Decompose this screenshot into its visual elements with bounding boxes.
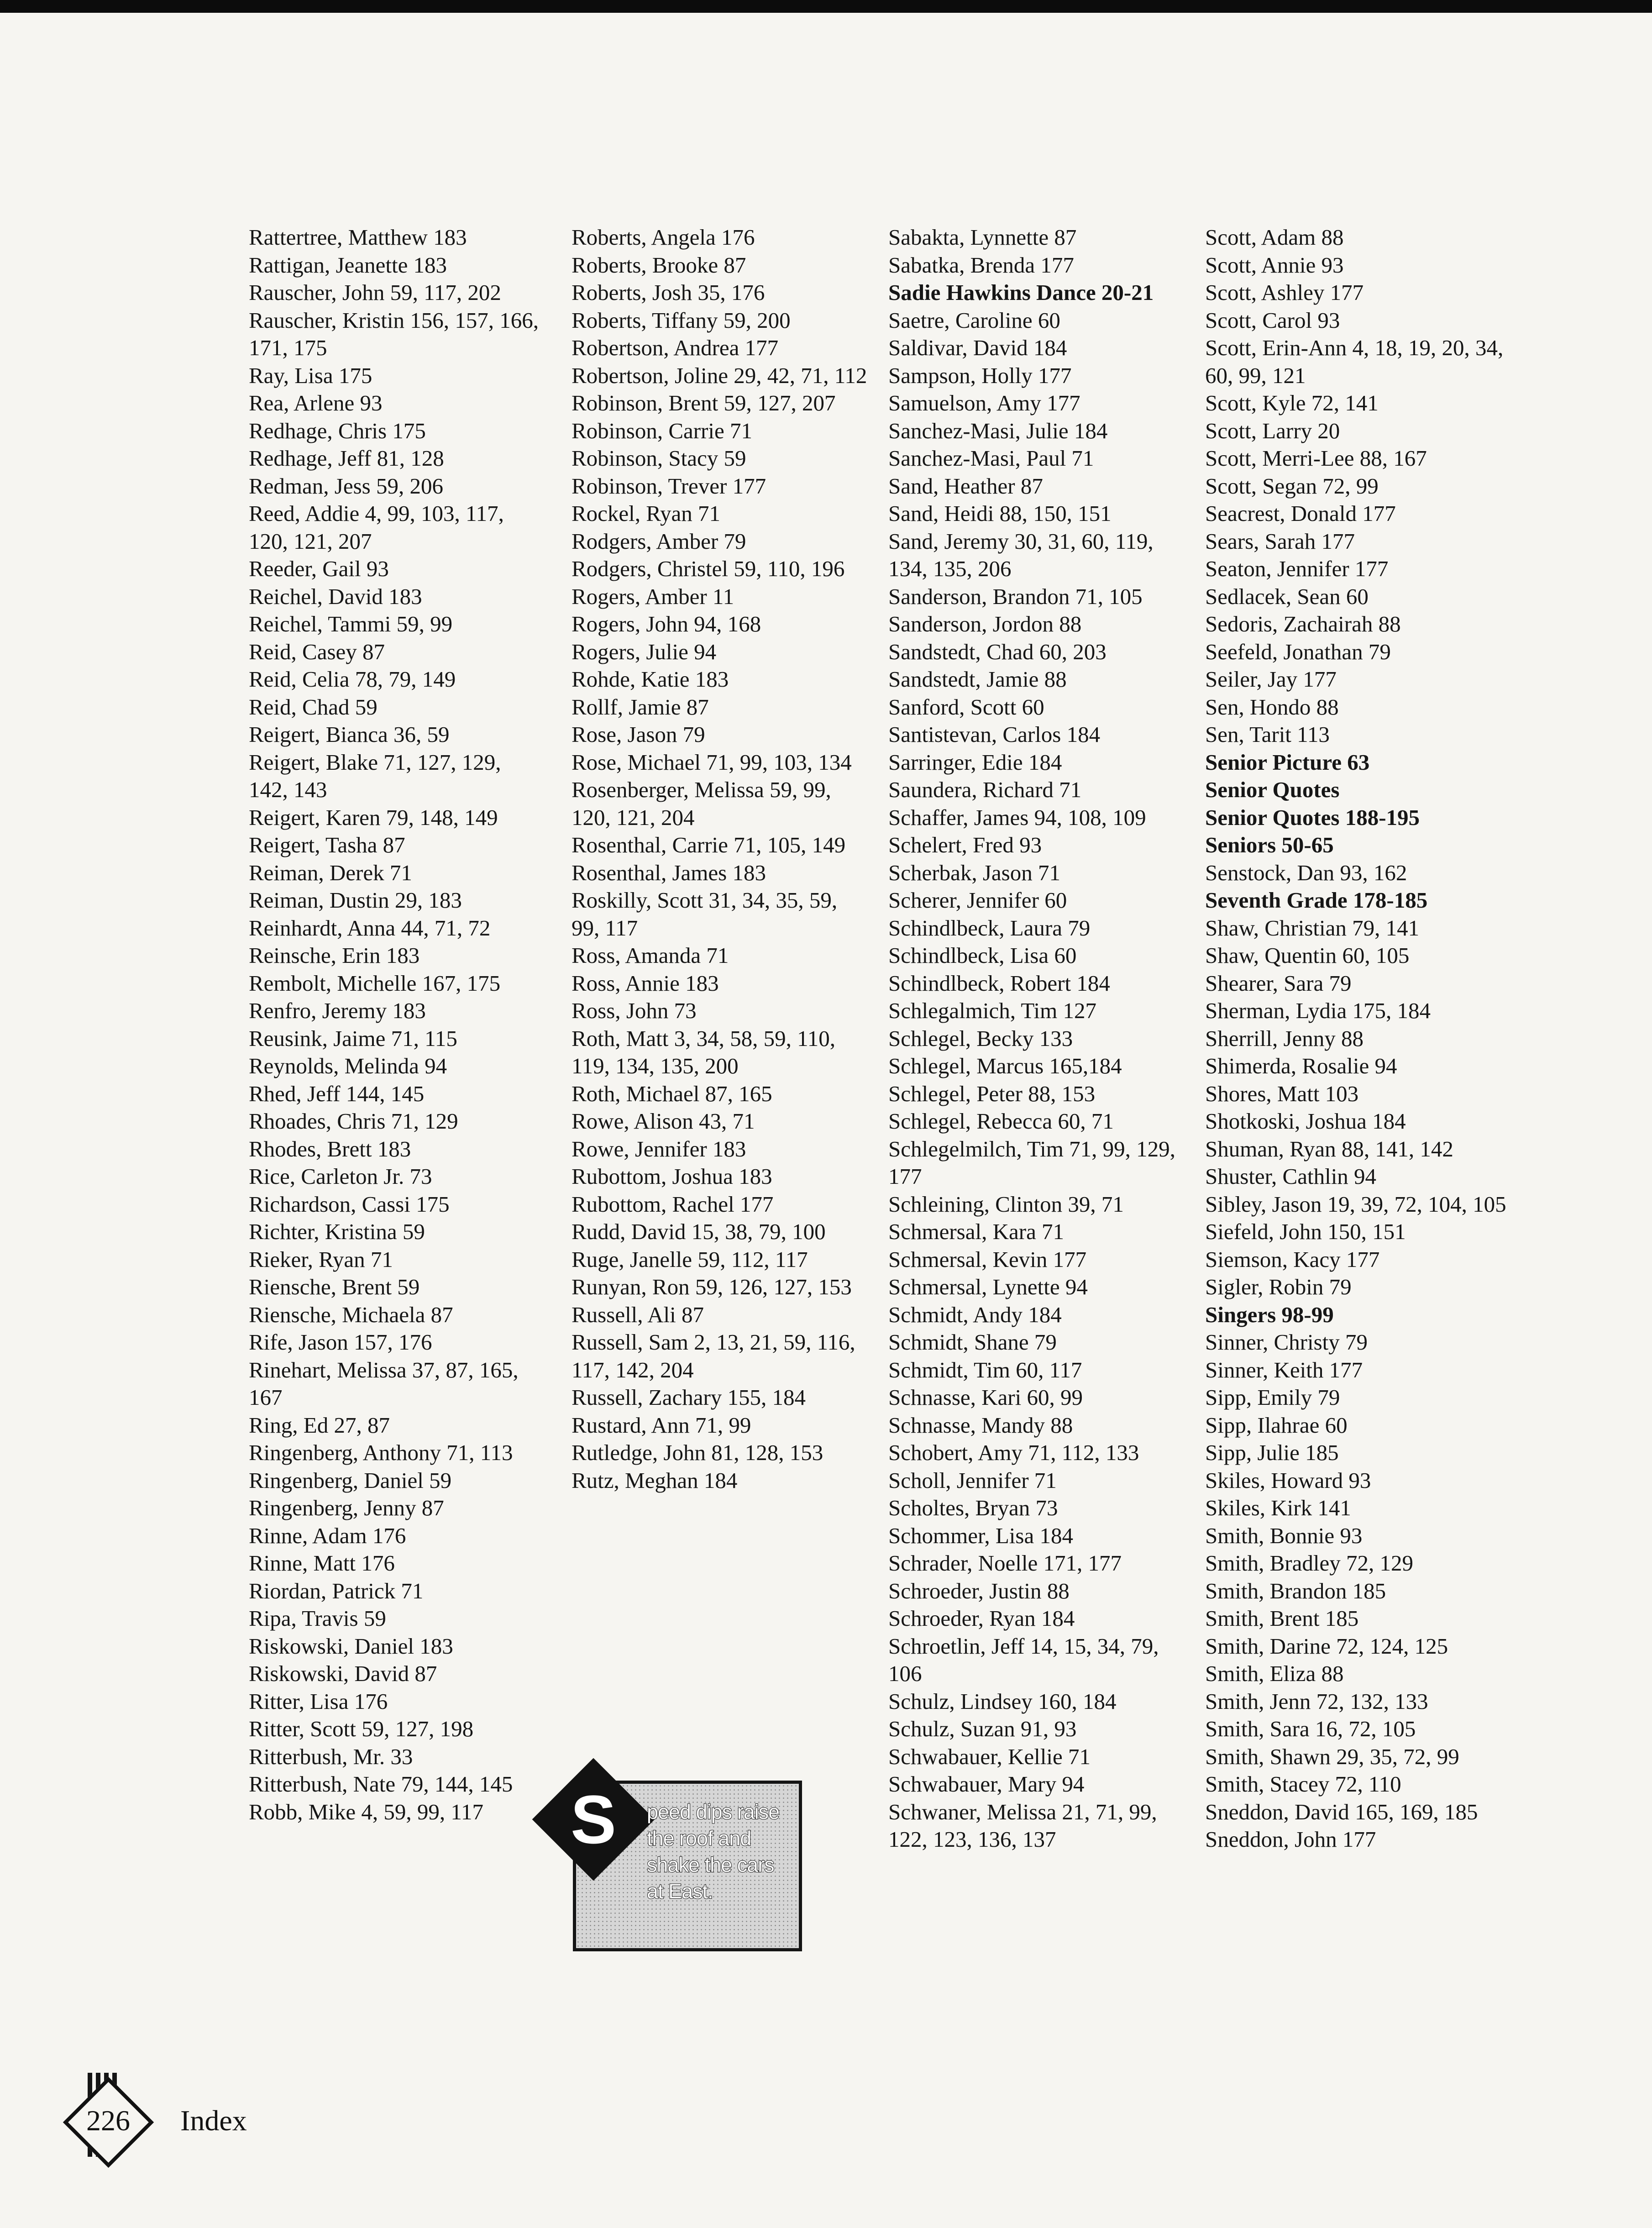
index-entry: Runyan, Ron 59, 126, 127, 153 (572, 1274, 852, 1299)
index-entry: Robertson, Andrea 177 (572, 335, 779, 360)
index-entry: Ritterbush, Nate 79, 144, 145 (249, 1771, 513, 1797)
index-entry: Skiles, Kirk 141 (1205, 1495, 1351, 1520)
index-entry: Rubottom, Joshua 183 (572, 1164, 772, 1189)
index-entry: Scott, Carol 93 (1205, 307, 1340, 333)
index-entry: Sanderson, Jordon 88 (888, 611, 1082, 636)
index-entry: Ross, John 73 (572, 998, 697, 1023)
index-entry: Schrader, Noelle 171, 177 (888, 1550, 1122, 1576)
index-entry: Scott, Segan 72, 99 (1205, 473, 1379, 499)
index-entry: Schmersal, Kevin 177 (888, 1246, 1087, 1272)
index-entry: Rodgers, Amber 79 (572, 528, 746, 554)
index-entry: Rubottom, Rachel 177 (572, 1191, 774, 1217)
index-entry: Reinsche, Erin 183 (249, 943, 420, 968)
index-entry: Sandstedt, Jamie 88 (888, 667, 1067, 692)
index-entry: Ritterbush, Mr. 33 (249, 1744, 413, 1769)
index-entry: Robertson, Joline 29, 42, 71, 112 (572, 363, 867, 388)
index-entry: Sen, Hondo 88 (1205, 694, 1339, 720)
index-entry: Schulz, Lindsey 160, 184 (888, 1688, 1117, 1714)
index-entry: Sanford, Scott 60 (888, 694, 1044, 720)
index-entry: Reed, Addie 4, 99, 103, 117, 120, 121, 207 (249, 501, 504, 554)
index-entry: Roberts, Tiffany 59, 200 (572, 307, 791, 333)
index-entry: Roberts, Brooke 87 (572, 252, 746, 278)
index-entry: Senior Picture 63 (1205, 749, 1370, 775)
index-entry: Riskowski, Daniel 183 (249, 1633, 453, 1659)
index-entry: Schaffer, James 94, 108, 109 (888, 804, 1146, 830)
index-entry: Ring, Ed 27, 87 (249, 1412, 390, 1438)
index-entry: Schnasse, Kari 60, 99 (888, 1385, 1083, 1410)
index-entry: Sipp, Julie 185 (1205, 1440, 1339, 1465)
index-entry: Rice, Carleton Jr. 73 (249, 1164, 432, 1189)
index-entry: Senior Quotes 188-195 (1205, 804, 1420, 830)
index-entry: Redhage, Chris 175 (249, 418, 426, 443)
index-entry: Rauscher, John 59, 117, 202 (249, 280, 501, 305)
index-entry: Reiman, Dustin 29, 183 (249, 888, 462, 913)
page-footer (34, 2073, 399, 2164)
index-entry: Sinner, Christy 79 (1205, 1329, 1368, 1355)
index-entry: Sandstedt, Chad 60, 203 (888, 639, 1107, 664)
index-entry: Rife, Jason 157, 176 (249, 1329, 432, 1355)
index-entry: Schroetlin, Jeff 14, 15, 34, 79, 106 (888, 1633, 1159, 1686)
index-entry: Sanderson, Brandon 71, 105 (888, 583, 1143, 609)
index-entry: Schwabauer, Mary 94 (888, 1771, 1085, 1797)
index-entry: Sand, Heidi 88, 150, 151 (888, 501, 1112, 526)
index-entry: Scott, Annie 93 (1205, 252, 1344, 278)
caption-text: peed dips raise the roof and shake the cars at East. (647, 1800, 780, 1903)
index-entry: Scott, Erin-Ann 4, 18, 19, 20, 34, 60, 99, 121 (1205, 335, 1504, 388)
index-entry: Sneddon, David 165, 169, 185 (1205, 1799, 1478, 1824)
index-entry: Sadie Hawkins Dance 20-21 (888, 280, 1154, 305)
index-entry: Shores, Matt 103 (1205, 1081, 1359, 1106)
index-entry: Scherer, Jennifer 60 (888, 888, 1067, 913)
index-entry: Rohde, Katie 183 (572, 667, 729, 692)
index-entry: Ringenberg, Anthony 71, 113 (249, 1440, 513, 1465)
drop-cap-letter: S (570, 1781, 617, 1858)
index-entry: Seventh Grade 178-185 (1205, 888, 1428, 913)
index-entry: Rhed, Jeff 144, 145 (249, 1081, 425, 1106)
index-entry: Schwabauer, Kellie 71 (888, 1744, 1091, 1769)
index-entry: Schindlbeck, Robert 184 (888, 970, 1110, 996)
index-entry: Robinson, Stacy 59 (572, 446, 746, 471)
index-entry: Senior Quotes (1205, 777, 1340, 802)
index-entry: Schnasse, Mandy 88 (888, 1412, 1073, 1438)
index-entry: Reid, Celia 78, 79, 149 (249, 667, 456, 692)
index-entry: Scott, Ashley 177 (1205, 280, 1364, 305)
index-entry: Seefeld, Jonathan 79 (1205, 639, 1391, 664)
index-entry: Schmidt, Tim 60, 117 (888, 1357, 1082, 1382)
index-entry: Rudd, David 15, 38, 79, 100 (572, 1219, 826, 1244)
index-entry: Sherman, Lydia 175, 184 (1205, 998, 1431, 1023)
index-entry: Sedoris, Zachairah 88 (1205, 611, 1401, 636)
index-entry: Senstock, Dan 93, 162 (1205, 860, 1407, 885)
index-entry: Schindlbeck, Laura 79 (888, 915, 1091, 941)
index-entry: Smith, Stacey 72, 110 (1205, 1771, 1401, 1797)
index-entry: Renfro, Jeremy 183 (249, 998, 426, 1023)
index-entry: Schlegelmilch, Tim 71, 99, 129, 177 (888, 1136, 1175, 1189)
index-entry: Sarringer, Edie 184 (888, 749, 1062, 775)
index-entry: Reid, Casey 87 (249, 639, 385, 664)
index-entry: Sand, Jeremy 30, 31, 60, 119, 134, 135, 206 (888, 528, 1154, 581)
index-entry: Riensche, Brent 59 (249, 1274, 420, 1299)
index-entry: Shaw, Quentin 60, 105 (1205, 943, 1410, 968)
index-entry: Rea, Arlene 93 (249, 390, 383, 415)
index-entry: Smith, Brandon 185 (1205, 1578, 1386, 1603)
index-entry: Smith, Sara 16, 72, 105 (1205, 1716, 1416, 1741)
index-entry: Sherrill, Jenny 88 (1205, 1025, 1364, 1051)
index-entry: Shuman, Ryan 88, 141, 142 (1205, 1136, 1453, 1161)
index-entry: Smith, Eliza 88 (1205, 1661, 1344, 1686)
index-entry: Rhoades, Chris 71, 129 (249, 1109, 458, 1134)
index-entry: Sabatka, Brenda 177 (888, 252, 1074, 278)
index-entry: Seaton, Jennifer 177 (1205, 556, 1389, 581)
index-entry: Russell, Ali 87 (572, 1302, 704, 1327)
index-entry: Rosenthal, James 183 (572, 860, 766, 885)
index-entry: Rattigan, Jeanette 183 (249, 252, 447, 278)
index-entry: Seiler, Jay 177 (1205, 667, 1337, 692)
index-entry: Shaw, Christian 79, 141 (1205, 915, 1420, 941)
index-entry: Saetre, Caroline 60 (888, 307, 1060, 333)
index-entry: Schroeder, Justin 88 (888, 1578, 1070, 1603)
index-entry: Rogers, Amber 11 (572, 583, 734, 609)
index-entry: Ringenberg, Daniel 59 (249, 1467, 452, 1493)
index-entry: Schlegel, Rebecca 60, 71 (888, 1109, 1114, 1134)
page-number: 226 (86, 2104, 130, 2137)
index-entry: Sipp, Ilahrae 60 (1205, 1412, 1348, 1438)
index-entry: Schulz, Suzan 91, 93 (888, 1716, 1077, 1741)
index-entry: Schroeder, Ryan 184 (888, 1606, 1075, 1631)
index-entry: Sigler, Robin 79 (1205, 1274, 1352, 1299)
index-entry: Schmersal, Kara 71 (888, 1219, 1065, 1244)
index-entry: Ray, Lisa 175 (249, 363, 372, 388)
index-entry: Rollf, Jamie 87 (572, 694, 709, 720)
index-entry: Smith, Bonnie 93 (1205, 1523, 1363, 1548)
index-entry: Seacrest, Donald 177 (1205, 501, 1396, 526)
index-entry: Siemson, Kacy 177 (1205, 1246, 1380, 1272)
index-entry: Sand, Heather 87 (888, 473, 1043, 499)
index-entry: Shearer, Sara 79 (1205, 970, 1352, 996)
index-entry: Smith, Shawn 29, 35, 72, 99 (1205, 1744, 1459, 1769)
index-entry: Schommer, Lisa 184 (888, 1523, 1073, 1548)
index-entry: Roberts, Josh 35, 176 (572, 280, 765, 305)
index-entry: Ross, Annie 183 (572, 970, 719, 996)
index-entry: Rhodes, Brett 183 (249, 1136, 411, 1161)
index-entry: Riordan, Patrick 71 (249, 1578, 424, 1603)
index-entry: Scott, Larry 20 (1205, 418, 1340, 443)
index-entry: Rauscher, Kristin 156, 157, 166, 171, 175 (249, 307, 539, 360)
index-entry: Reynolds, Melinda 94 (249, 1053, 447, 1078)
index-entry: Reeder, Gail 93 (249, 556, 389, 581)
index-entry: Rosenthal, Carrie 71, 105, 149 (572, 832, 846, 857)
index-entry: Seniors 50-65 (1205, 832, 1334, 857)
index-entry: Sinner, Keith 177 (1205, 1357, 1363, 1382)
index-entry: Shotkoski, Joshua 184 (1205, 1109, 1406, 1134)
index-entry: Richter, Kristina 59 (249, 1219, 425, 1244)
index-entry: Scott, Merri-Lee 88, 167 (1205, 446, 1427, 471)
index-entry: Rutz, Meghan 184 (572, 1467, 738, 1493)
index-entry: Schwaner, Melissa 21, 71, 99, 122, 123, 136, 137 (888, 1799, 1157, 1852)
index-entry: Saundera, Richard 71 (888, 777, 1082, 802)
index-entry: Reid, Chad 59 (249, 694, 378, 720)
index-entry: Shuster, Cathlin 94 (1205, 1164, 1377, 1189)
index-entry: Ritter, Lisa 176 (249, 1688, 388, 1714)
index-entry: Rodgers, Christel 59, 110, 196 (572, 556, 845, 581)
index-entry: Schlegel, Marcus 165,184 (888, 1053, 1122, 1078)
index-entry: Reichel, David 183 (249, 583, 422, 609)
index-entry: Reichel, Tammi 59, 99 (249, 611, 453, 636)
index-column-1 (249, 224, 545, 1826)
index-entry: Sanchez-Masi, Julie 184 (888, 418, 1108, 443)
index-entry: Skiles, Howard 93 (1205, 1467, 1371, 1493)
index-entry: Rinne, Adam 176 (249, 1523, 406, 1548)
index-entry: Reigert, Blake 71, 127, 129, 142, 143 (249, 749, 501, 802)
index-entry: Reigert, Tasha 87 (249, 832, 405, 857)
index-entry: Singers 98-99 (1205, 1302, 1334, 1327)
index-entry: Sampson, Holly 177 (888, 363, 1072, 388)
index-entry: Sen, Tarit 113 (1205, 722, 1330, 747)
index-entry: Rogers, John 94, 168 (572, 611, 761, 636)
index-entry: Redhage, Jeff 81, 128 (249, 446, 444, 471)
index-entry: Ruge, Janelle 59, 112, 117 (572, 1246, 808, 1272)
index-entry: Schmersal, Lynette 94 (888, 1274, 1088, 1299)
index-entry: Schleining, Clinton 39, 71 (888, 1191, 1124, 1217)
index-entry: Rembolt, Michelle 167, 175 (249, 970, 501, 996)
index-entry: Reinhardt, Anna 44, 71, 72 (249, 915, 491, 941)
index-entry: Scholtes, Bryan 73 (888, 1495, 1058, 1520)
index-entry: Rowe, Alison 43, 71 (572, 1109, 755, 1134)
index-entry: Rinehart, Melissa 37, 87, 165, 167 (249, 1357, 519, 1410)
index-entry: Roberts, Angela 176 (572, 225, 755, 250)
index-entry: Schmidt, Andy 184 (888, 1302, 1062, 1327)
section-label: Index (180, 2104, 247, 2137)
index-entry: Ritter, Scott 59, 127, 198 (249, 1716, 474, 1741)
index-column-2 (572, 224, 868, 1494)
index-entry: Scott, Adam 88 (1205, 225, 1344, 250)
index-entry: Robb, Mike 4, 59, 99, 117 (249, 1799, 484, 1824)
index-entry: Samuelson, Amy 177 (888, 390, 1080, 415)
index-entry: Rutledge, John 81, 128, 153 (572, 1440, 823, 1465)
index-entry: Robinson, Carrie 71 (572, 418, 753, 443)
index-entry: Rosenberger, Melissa 59, 99, 120, 121, 204 (572, 777, 831, 830)
index-entry: Sneddon, John 177 (1205, 1827, 1376, 1852)
index-entry: Rockel, Ryan 71 (572, 501, 721, 526)
index-entry: Ringenberg, Jenny 87 (249, 1495, 444, 1520)
index-entry: Rogers, Julie 94 (572, 639, 717, 664)
index-entry: Schelert, Fred 93 (888, 832, 1042, 857)
index-entry: Russell, Zachary 155, 184 (572, 1385, 806, 1410)
index-entry: Sanchez-Masi, Paul 71 (888, 446, 1094, 471)
photo-caption-callout (536, 1749, 801, 1959)
index-entry: Richardson, Cassi 175 (249, 1191, 450, 1217)
index-entry: Smith, Brent 185 (1205, 1606, 1359, 1631)
index-entry: Schobert, Amy 71, 112, 133 (888, 1440, 1139, 1465)
index-column-3 (888, 224, 1185, 1854)
index-entry: Schmidt, Shane 79 (888, 1329, 1057, 1355)
index-entry: Siefeld, John 150, 151 (1205, 1219, 1406, 1244)
index-entry: Reigert, Karen 79, 148, 149 (249, 804, 498, 830)
index-entry: Redman, Jess 59, 206 (249, 473, 443, 499)
index-entry: Schlegel, Peter 88, 153 (888, 1081, 1096, 1106)
index-entry: Sedlacek, Sean 60 (1205, 583, 1369, 609)
index-entry: Santistevan, Carlos 184 (888, 722, 1101, 747)
index-entry: Schlegel, Becky 133 (888, 1025, 1073, 1051)
index-entry: Reiman, Derek 71 (249, 860, 412, 885)
index-entry: Scott, Kyle 72, 141 (1205, 390, 1379, 415)
index-entry: Rose, Michael 71, 99, 103, 134 (572, 749, 852, 775)
index-entry: Scherbak, Jason 71 (888, 860, 1060, 885)
index-entry: Schlegalmich, Tim 127 (888, 998, 1097, 1023)
index-entry: Smith, Bradley 72, 129 (1205, 1550, 1413, 1576)
index-entry: Roth, Matt 3, 34, 58, 59, 110, 119, 134, 135, 200 (572, 1025, 836, 1078)
index-entry: Rowe, Jennifer 183 (572, 1136, 746, 1161)
index-entry: Robinson, Trever 177 (572, 473, 766, 499)
index-entry: Roth, Michael 87, 165 (572, 1081, 772, 1106)
index-entry: Reigert, Bianca 36, 59 (249, 722, 450, 747)
index-entry: Ripa, Travis 59 (249, 1606, 386, 1631)
index-entry: Roskilly, Scott 31, 34, 35, 59, 99, 117 (572, 888, 838, 941)
index-entry: Ross, Amanda 71 (572, 943, 729, 968)
index-entry: Rattertree, Matthew 183 (249, 225, 467, 250)
index-column-4 (1205, 224, 1525, 1854)
index-entry: Rustard, Ann 71, 99 (572, 1412, 751, 1438)
index-entry: Scholl, Jennifer 71 (888, 1467, 1057, 1493)
index-entry: Riensche, Michaela 87 (249, 1302, 453, 1327)
index-entry: Reusink, Jaime 71, 115 (249, 1025, 457, 1051)
index-entry: Rieker, Ryan 71 (249, 1246, 393, 1272)
index-entry: Sibley, Jason 19, 39, 72, 104, 105 (1205, 1191, 1506, 1217)
index-entry: Sabakta, Lynnette 87 (888, 225, 1077, 250)
index-entry: Sears, Sarah 177 (1205, 528, 1355, 554)
index-entry: Shimerda, Rosalie 94 (1205, 1053, 1397, 1078)
index-entry: Saldivar, David 184 (888, 335, 1067, 360)
scan-top-edge (0, 0, 1652, 13)
index-entry: Schindlbeck, Lisa 60 (888, 943, 1077, 968)
index-entry: Russell, Sam 2, 13, 21, 59, 116, 117, 142, 204 (572, 1329, 855, 1382)
index-entry: Riskowski, David 87 (249, 1661, 437, 1686)
index-entry: Robinson, Brent 59, 127, 207 (572, 390, 836, 415)
index-entry: Smith, Darine 72, 124, 125 (1205, 1633, 1448, 1659)
index-entry: Smith, Jenn 72, 132, 133 (1205, 1688, 1428, 1714)
index-entry: Sipp, Emily 79 (1205, 1385, 1340, 1410)
index-entry: Rose, Jason 79 (572, 722, 705, 747)
index-entry: Rinne, Matt 176 (249, 1550, 395, 1576)
